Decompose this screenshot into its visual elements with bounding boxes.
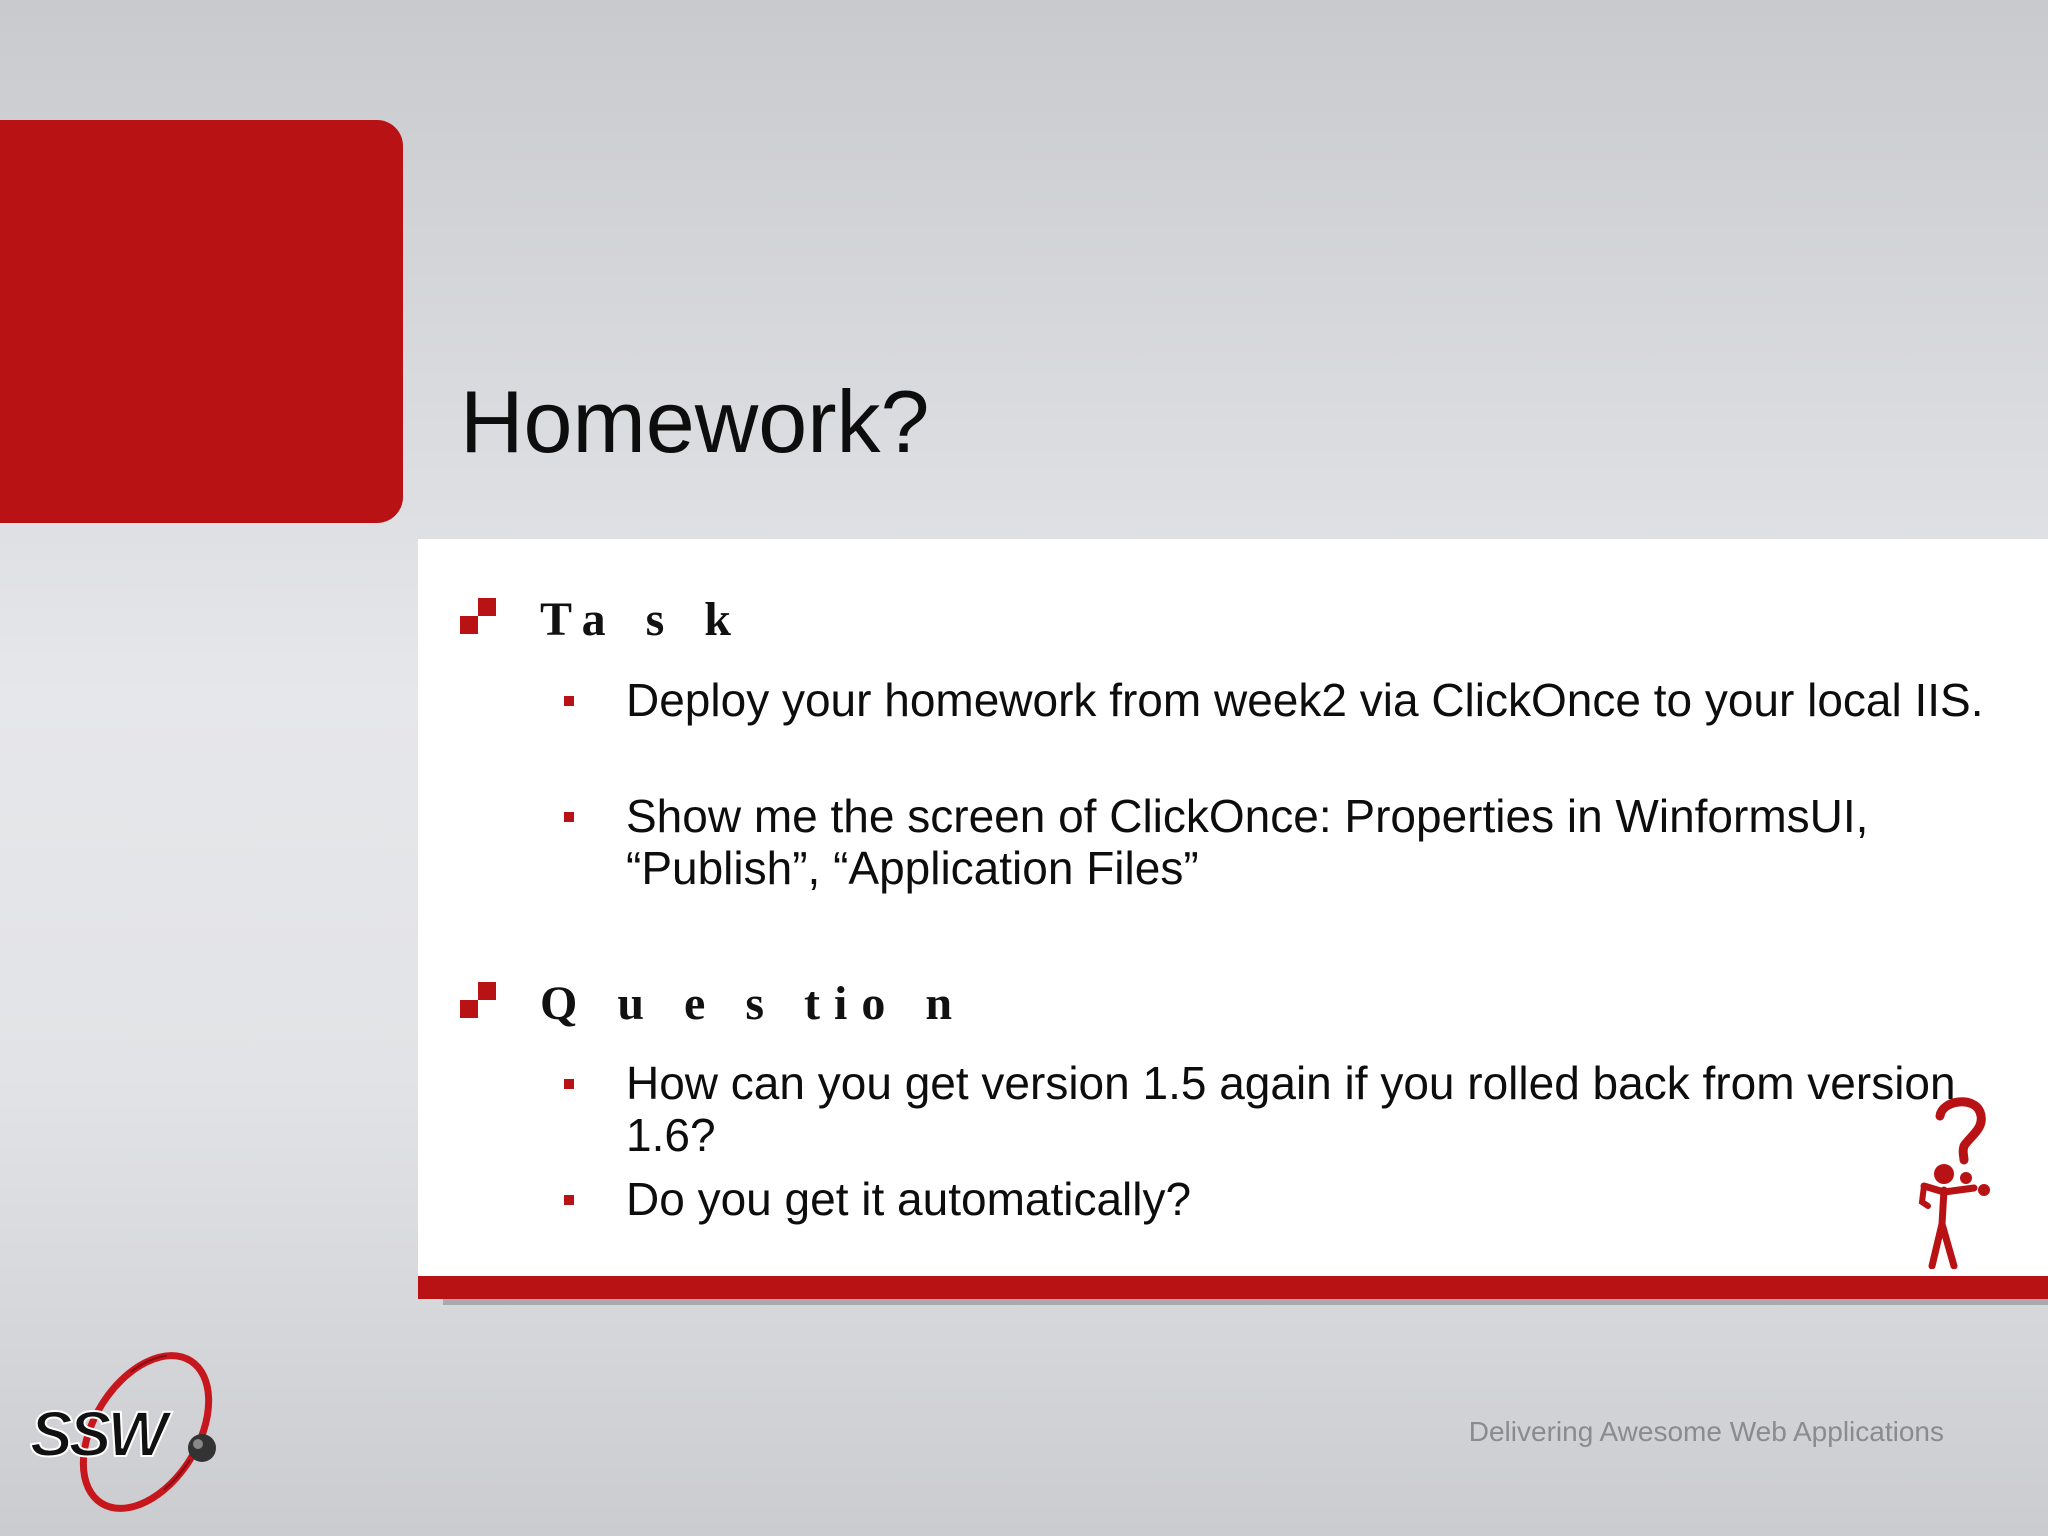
bullet-icon bbox=[564, 696, 574, 706]
svg-text:SSW: SSW bbox=[30, 1398, 164, 1470]
slide-title: Homework? bbox=[460, 372, 930, 471]
list-item bbox=[564, 790, 1994, 894]
content-panel-bottom-bar bbox=[418, 1276, 2048, 1299]
title-accent-block bbox=[0, 120, 403, 523]
bullet-icon bbox=[564, 1195, 574, 1205]
list-item-text: How can you get version 1.5 again if you rolled back from version 1.6? bbox=[626, 1057, 1956, 1161]
question-mark-person-icon bbox=[1918, 1094, 1998, 1269]
bullet-icon bbox=[564, 1079, 574, 1089]
section-heading-text: Q u e s tio n bbox=[540, 977, 967, 1030]
list-item bbox=[564, 1173, 1994, 1225]
list-item bbox=[564, 674, 1994, 778]
square-bullet-icon bbox=[460, 596, 500, 636]
ssw-logo bbox=[26, 1352, 238, 1518]
list-item-text: Deploy your homework from week2 via ClickOnce to your local IIS. bbox=[626, 674, 1984, 726]
section-heading-text: Ta s k bbox=[540, 593, 745, 646]
square-bullet-icon bbox=[460, 980, 500, 1020]
bullet-icon bbox=[564, 812, 574, 822]
footer-tagline: Delivering Awesome Web Applications bbox=[1468, 1416, 1944, 1447]
list-item-text: Do you get it automatically? bbox=[626, 1173, 1192, 1225]
list-item-text: Show me the screen of ClickOnce: Properties in WinformsUI, “Publish”, “Application Files” bbox=[626, 790, 1869, 894]
list-item bbox=[564, 1057, 1994, 1161]
